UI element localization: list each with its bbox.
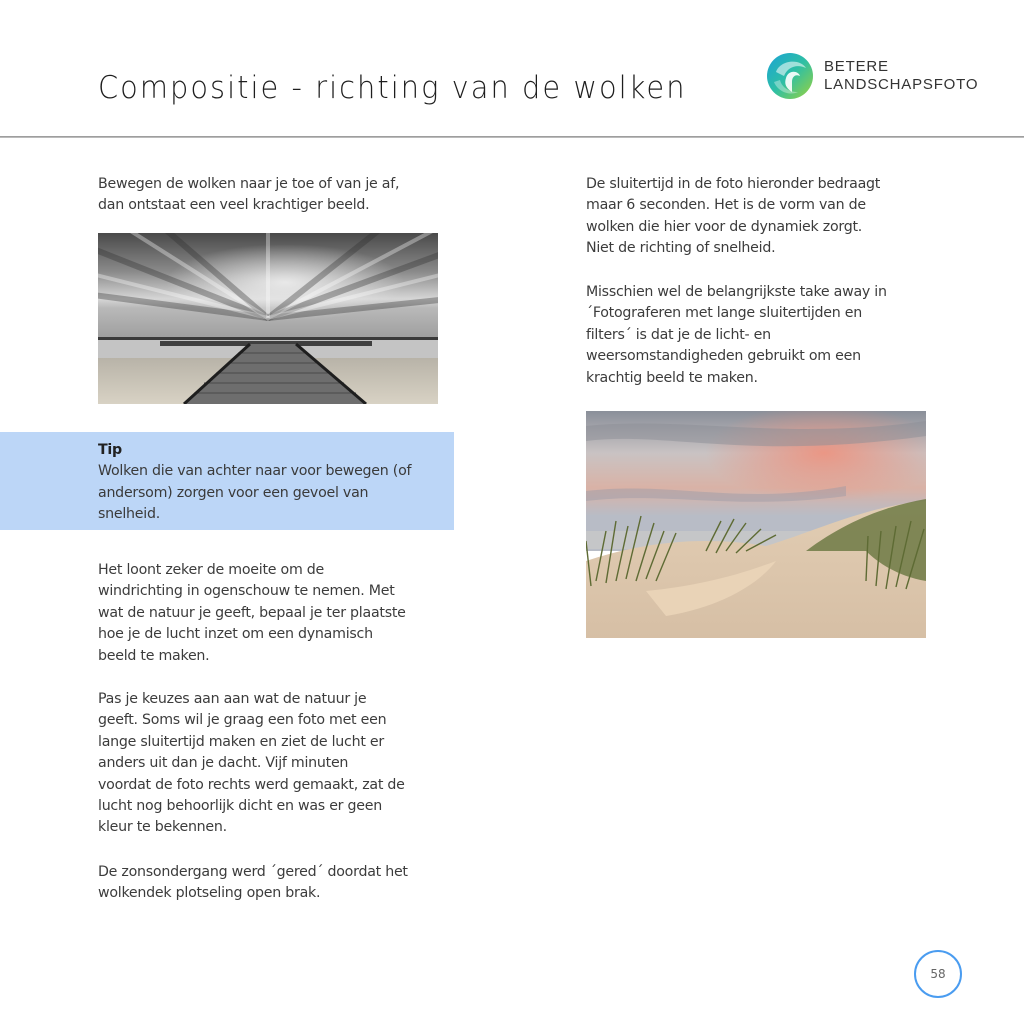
text-line: anders uit dan je dacht. Vijf minuten (98, 755, 349, 772)
text-line: lange sluitertijd maken en ziet de lucht er (98, 733, 384, 750)
paragraph-adapt-choices (98, 689, 458, 839)
text-line: Misschien wel de belangrijkste take away in (586, 284, 887, 300)
jetty-photo-image (98, 233, 438, 404)
page-title: Compositie - richting van de wolken (98, 70, 687, 106)
logo-line-2: LANDSCHAPSFOTO (824, 76, 979, 93)
dunes-photo-image (586, 411, 926, 638)
aperture-swirl-logo-icon (766, 52, 814, 100)
logo-wordmark (824, 58, 978, 94)
text-line: wat de natuur je geeft, bepaal je ter plaatste (98, 604, 406, 621)
paragraph-wind-direction (98, 560, 458, 667)
text-line: weersomstandigheden gebruikt om een (586, 348, 861, 365)
paragraph-sunset-saved (98, 862, 458, 905)
text-line: dan ontstaat een veel krachtiger beeld. (98, 197, 370, 214)
tip-box (0, 432, 454, 530)
paragraph-take-away (586, 282, 946, 389)
text-line: krachtig beeld te maken. (586, 369, 758, 386)
jetty-photo (98, 233, 438, 404)
dunes-photo (586, 411, 926, 638)
text-line: kleur te bekennen. (98, 819, 227, 836)
text-line: Pas je keuzes aan aan wat de natuur je (98, 691, 367, 707)
text-line: beeld te maken. (98, 647, 210, 664)
text-line: Het loont zeker de moeite om de (98, 562, 325, 578)
brand-logo (766, 52, 978, 100)
text-line: maar 6 seconden. Het is de vorm van de (586, 197, 866, 214)
page-number-badge (914, 950, 962, 998)
text-line: lucht nog behoorlijk dicht en was er geen (98, 798, 382, 815)
text-line: De sluitertijd in de foto hieronder bedraagt (586, 176, 881, 192)
tip-line: snelheid. (98, 506, 160, 523)
tip-line: andersom) zorgen voor een gevoel van (98, 484, 369, 501)
text-line: wolkendek plotseling open brak. (98, 885, 321, 902)
text-line: Niet de richting of snelheid. (586, 240, 776, 257)
text-line: geeft. Soms wil je graag een foto met een (98, 712, 387, 729)
text-line: voordat de foto rechts werd gemaakt, zat de (98, 776, 405, 793)
text-line: wolken die hier voor de dynamiek zorgt. (586, 218, 863, 235)
page-number: 58 (930, 967, 946, 981)
intro-paragraph (98, 174, 458, 217)
text-line: hoe je de lucht inzet om een dynamisch (98, 626, 373, 643)
header-divider (0, 136, 1024, 138)
text-line: De zonsondergang werd ´gered´ doordat het (98, 864, 408, 880)
tip-title: Tip (98, 442, 122, 458)
text-line: Bewegen de wolken naar je toe of van je af, (98, 176, 400, 192)
tip-line: Wolken die van achter naar voor bewegen (of (98, 463, 412, 480)
text-line: ´Fotograferen met lange sluitertijden en (586, 305, 862, 322)
text-line: windrichting in ogenschouw te nemen. Met (98, 583, 395, 600)
logo-line-1: BETERE (824, 58, 889, 75)
text-line: filters´ is dat je de licht- en (586, 326, 771, 343)
paragraph-shutter-speed (586, 174, 946, 260)
